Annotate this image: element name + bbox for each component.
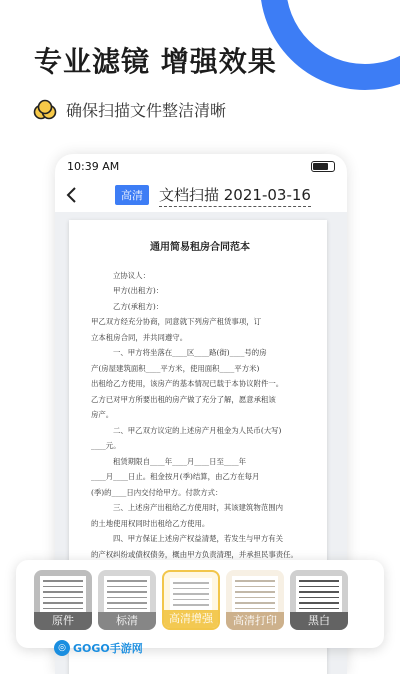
cloud-icon xyxy=(32,99,58,121)
status-bar xyxy=(55,154,347,178)
document-heading: 通用简易租房合同范本 xyxy=(150,242,250,253)
filter-label: 黑白 xyxy=(290,612,348,630)
filter-list xyxy=(16,560,384,630)
status-time: 10:39 AM xyxy=(67,159,120,173)
thumbnail-line xyxy=(107,602,147,604)
thumbnail-line xyxy=(43,597,83,599)
filter-label: 标清 xyxy=(98,612,156,630)
filter-label: 高清打印 xyxy=(226,612,284,630)
hd-tag: 高清 xyxy=(115,185,149,205)
thumbnail-line xyxy=(107,597,147,599)
document-line: 立协议人： xyxy=(113,270,150,280)
filter-thumbnail xyxy=(296,576,342,612)
document-line: 乙方(承租方)： xyxy=(113,301,164,311)
watermark xyxy=(54,640,143,656)
document-line: 立本租房合同，并共同遵守。 xyxy=(91,332,188,342)
document-line: 二、甲乙双方议定的上述房产月租金为人民币(大写) xyxy=(113,425,282,435)
document-line: 出租给乙方使用，该房产的基本情况已载于本协议附件一。 xyxy=(91,379,284,388)
document-line: 甲乙双方经充分协商，同意就下列房产租赁事项，订 xyxy=(91,317,261,326)
filter-label: 高清增强 xyxy=(164,610,218,628)
document-line: 一、甲方将坐落在____区____路(街)____号的房 xyxy=(113,348,267,357)
filter-option[interactable] xyxy=(226,570,284,630)
document-line: 甲方(出租方)： xyxy=(113,286,164,295)
filter-thumbnail xyxy=(170,578,212,610)
subline-text: 确保扫描文件整洁清晰 xyxy=(66,101,227,120)
document-line: ____元。 xyxy=(91,441,121,450)
filter-option[interactable] xyxy=(290,570,348,630)
thumbnail-line xyxy=(299,591,339,593)
thumbnail-line xyxy=(235,586,275,588)
filter-bar xyxy=(16,560,384,648)
thumbnail-line xyxy=(235,602,275,604)
filter-thumbnail xyxy=(40,576,86,612)
thumbnail-line xyxy=(107,580,147,582)
thumbnail-line xyxy=(299,608,339,610)
thumbnail-line xyxy=(107,586,147,588)
filter-option[interactable] xyxy=(98,570,156,630)
filter-option[interactable] xyxy=(34,570,92,630)
corner-decoration xyxy=(260,0,400,90)
document-body xyxy=(91,268,309,578)
thumbnail-line xyxy=(235,597,275,599)
thumbnail-line xyxy=(107,608,147,610)
thumbnail-line xyxy=(299,597,339,599)
nav-bar xyxy=(55,178,347,212)
document-line: 产(房屋建筑面积____平方米，使用面积____平方米) xyxy=(91,363,260,373)
thumbnail-line xyxy=(235,608,275,610)
document-line: 三、上述房产出租给乙方使用时，其该建筑物范围内 xyxy=(113,503,283,512)
thumbnail-line xyxy=(43,586,83,588)
subline xyxy=(32,98,226,121)
back-arrow-icon[interactable] xyxy=(65,185,79,205)
thumbnail-line xyxy=(173,604,209,606)
document-line: 四、甲方保证上述房产权益清楚，若发生与甲方有关 xyxy=(113,534,283,543)
thumbnail-line xyxy=(235,591,275,593)
filter-thumbnail xyxy=(104,576,150,612)
thumbnail-line xyxy=(173,588,209,590)
battery-icon xyxy=(311,161,335,172)
thumbnail-line xyxy=(235,580,275,582)
thumbnail-line xyxy=(43,580,83,582)
headline: 专业滤镜 增强效果 xyxy=(34,45,277,78)
document-title[interactable]: 文档扫描 2021-03-16 xyxy=(159,184,311,207)
filter-label: 原件 xyxy=(34,612,92,630)
filter-option[interactable] xyxy=(162,570,220,630)
thumbnail-line xyxy=(173,582,209,584)
document-line: 租赁期限自____年____月____日至____年 xyxy=(113,456,247,466)
document-line: 的产权纠纷或债权债务，概由甲方负责清理，并承担民事责任。 xyxy=(91,549,298,559)
thumbnail-line xyxy=(173,593,209,595)
document-line: (季)的____日内交付给甲方。付款方式： xyxy=(91,487,223,497)
document-line: 乙方已对甲方所要出租的房产做了充分了解，愿意承租该 xyxy=(91,394,276,404)
thumbnail-line xyxy=(43,591,83,593)
thumbnail-line xyxy=(43,608,83,610)
thumbnail-line xyxy=(299,586,339,588)
document-line: ____月____日止。租金按月(季)结算，由乙方在每月 xyxy=(91,472,260,481)
filter-thumbnail xyxy=(232,576,278,612)
thumbnail-line xyxy=(299,580,339,582)
thumbnail-line xyxy=(299,602,339,604)
watermark-logo-icon: ◎ xyxy=(54,640,70,656)
thumbnail-line xyxy=(43,602,83,604)
thumbnail-line xyxy=(173,599,209,601)
document-line: 房产。 xyxy=(91,410,114,419)
document-line: 的土地使用权同时出租给乙方使用。 xyxy=(91,518,210,528)
thumbnail-line xyxy=(107,591,147,593)
watermark-text: GOGO手游网 xyxy=(73,642,143,655)
